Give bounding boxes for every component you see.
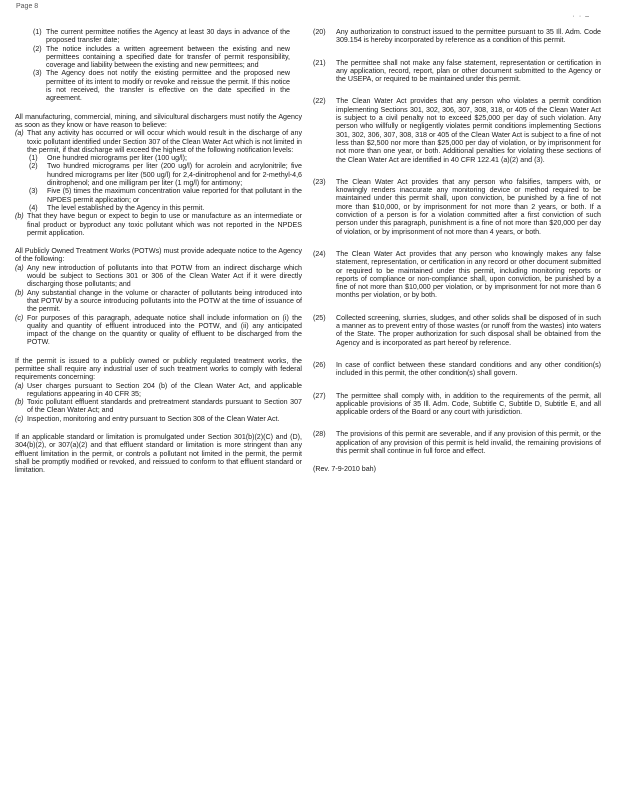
item-text: Toxic pollutant effluent standards and pretreatment standards pursuant to Section 307 of the Clean Water Act; and [27,398,302,415]
list-item [15,415,302,423]
item-text: User charges pursuant to Section 204 (b) of the Clean Water Act, and applicable regulations appearing in 40 CFR 35; [27,381,302,398]
transfer-conditions-list [15,28,302,103]
list-item [29,187,302,204]
condition-number: (27) [313,391,326,400]
item-text: Two hundred micrograms per liter (200 ug/l) for acrolein and acrylonitrile; five hundred micrograms per liter (500 ug/l) for 2,4-dinitrophenol and for 2-methyl-4,6 dinitrophenol; and one milligram per liter (1 mg/l) for antimony; [47,162,302,188]
condition-item [313,361,601,378]
condition-number: (21) [313,58,326,67]
item-number: (a) [15,263,24,272]
condition-number: (24) [313,249,326,258]
item-text: That they have begun or expect to begin to use or manufacture as an intermediate or final product or byproduct any toxic pollutant which was not reported in the NPDES permit application. [27,212,302,237]
item-text: The notice includes a written agreement between the existing and new permittees containing a specified date for transfer of permit responsibility, coverage and liability between the existing and new permittees; and [46,44,290,70]
condition-number: (20) [313,28,326,36]
condition-item [313,250,601,300]
condition-item [313,178,601,236]
item-text: The level established by the Agency in this permit. [47,203,205,212]
list-item [15,382,302,399]
list-item [33,69,290,102]
item-text: The current permittee notifies the Agency at least 30 days in advance of the proposed transfer date; [46,28,290,45]
condition-item [313,392,601,417]
item-text: Five (5) times the maximum concentration value reported for that pollutant in the NPDES permit application; or [47,187,302,204]
item-text: The Agency does not notify the existing permittee and the proposed new permittee of its intent to modify or revoke and reissue the permit. If this notice is not received, the transfer is effective on the date specified in the agreement. [46,69,290,103]
condition-item [313,28,601,45]
condition-number: (25) [313,313,326,322]
condition-text: Any authorization to construct issued to the permittee pursuant to 35 Ill. Adm. Code 309.154 is hereby incorporated by reference as a condition of this permit. [336,28,601,45]
condition-number: (26) [313,360,326,369]
item-number: (4) [29,203,38,212]
item-number: (3) [33,69,42,78]
condition-number: (28) [313,430,326,439]
item-text: Inspection, monitoring and entry pursuant to Section 308 of the Clean Water Act. [27,414,280,423]
condition-text: In case of conflict between these standard conditions and any other condition(s) included in this permit, the other condition(s) shall govern. [336,360,601,378]
condition-item [313,97,601,163]
item-text: Any substantial change in the volume or character of pollutants being introduced into that POTW by a source introducing pollutants into the POTW at the time of issuance of the permit. [27,288,302,314]
manufacturing-intro: All manufacturing, commercial, mining, and silvicultural dischargers must notify the Agency as soon as they know or have reason to believe: [15,112,302,129]
condition-text: The provisions of this permit are severable, and if any provision of this permit, or the application of any provision of this permit is held invalid, the remaining provisions of this permit shall continue in full force and effect. [336,430,601,455]
item-number: (b) [15,288,24,297]
item-number: (b) [15,398,24,407]
left-column [15,28,302,475]
condition-text: The Clean Water Act provides that any person who knowingly makes any false statement, representation, or certification in any record or other document submitted or required to be maintained under this permit, including monitoring reports or reports of compliance or non-compliance shall, upon conviction, be punished by a fine of not more than $10,000 per violation, or by imprisonment for not more than 6 months per violation, or by both. [336,249,601,300]
item-text: Any new introduction of pollutants into that POTW from an indirect discharge which would be subject to Sections 301 or 306 of the Clean Water Act if it were directly discharging those pollutants; and [27,263,302,289]
item-number: (1) [33,28,42,36]
condition-text: The permittee shall comply with, in addition to the requirements of the permit, all applicable provisions of 35 Ill. Adm. Code, Subtitle C, Subtitle D, Subtitle E, and all applicable orders of the Board or any court with jurisdiction. [336,391,601,417]
list-item [29,204,302,212]
list-item [15,289,302,314]
list-item [15,212,302,237]
condition-number: (23) [313,177,326,186]
item-number: (1) [29,154,38,163]
list-item [33,45,290,70]
list-item [15,398,302,415]
condition-item [313,430,601,455]
item-number: (a) [15,129,24,138]
list-item [15,314,302,347]
condition-number: (22) [313,97,326,106]
item-number: (2) [33,44,42,53]
item-number: (a) [15,381,24,390]
item-text: One hundred micrograms per liter (100 ug/l); [47,154,187,163]
condition-text: The Clean Water Act provides that any person who violates a permit condition implementing Sections 301, 302, 306, 307, 308, 318, or 405 of the Clean Water Act is subject to a civil penalty not to exceed $25,000 per day of such violation. Any person who willfully or negligently violates permit conditions implementing Sections 301, 302, 306, 307, 308, 318 or 405 of the Clean Water Act is subject to a fine of not less than $2,500 nor more than $25,000 per day of violation, or by imprisonment for not more than one year, or both. Additional penalties for violating these sections of the Clean Water Act are identified in 40 CFR 122.41 (a)(2) and (3). [336,97,601,164]
condition-text: The permittee shall not make any false statement, representation or certification in any application, record, report, plan or other document submitted to the Agency or the USEPA, or required to be maintained under this permit. [336,58,601,84]
item-number: (3) [29,187,38,196]
list-item [15,264,302,289]
right-column [313,28,601,474]
potw-intro: All Publicly Owned Treatment Works (POTWs) must provide adequate notice to the Agency of the following: [15,247,302,264]
list-item [15,129,302,154]
condition-item [313,314,601,347]
item-number: (c) [15,414,24,423]
item-text: That any activity has occurred or will occur which would result in the discharge of any toxic pollutant identified under Section 307 of the Clean Water Act which is not limited in the permit, if that discharge will exceed the highest of the following notification levels: [27,129,302,154]
condition-text: The Clean Water Act provides that any person who falsifies, tampers with, or knowingly renders inaccurate any monitoring device or method required to be maintained under this permit shall, upon conviction, be punished by a fine of not more than $10,000, or by imprisonment for not more than 2 years, or both. If a conviction of a person is for a violation committed after a first conviction of such person under this paragraph, punishment is a fine of not more than $20,000 per day of violation, or by imprisonment of not more than 4 years, or both. [336,177,601,236]
page-number-label: Page 8 [16,3,39,10]
list-item [29,162,302,187]
item-number: (c) [15,313,24,322]
revision-note: (Rev. 7-9-2010 bah) [313,465,376,474]
list-item [33,28,290,45]
corner-mark: · · – [572,13,590,20]
condition-item [313,59,601,84]
list-item [29,154,302,162]
item-text: For purposes of this paragraph, adequate notice shall include information on (i) the quality and quantity of effluent introduced into the POTW, and (ii) any anticipated impact of the change on the quantity or quality of effluent to be discharged from the POTW. [27,313,302,347]
notification-levels-list [29,154,302,212]
pretreatment-intro: If the permit is issued to a publicly owned or publicly regulated treatment works, the permittee shall require any industrial user of such treatment works to comply with federal requirements concerning: [15,356,302,382]
condition-text: Collected screening, slurries, sludges, and other solids shall be disposed of in such a manner as to prevent entry of those wastes (or runoff from the wastes) into waters of the State. The proper authorization for such disposal shall be obtained from the Agency and is incorporated as part hereof by reference. [336,313,601,347]
item-number: (b) [15,212,24,221]
item-number: (2) [29,162,38,171]
effluent-standard-paragraph: If an applicable standard or limitation is promulgated under Section 301(b)(2)(C) and (D), 304(b)(2), or 307(a)(2) and that effluent standard or limitation is more stringent than any effluent limitation in the permit, or controls a pollutant not limited in the permit, the permit shall be promptly modified or revoked, and reissued to conform to that effluent standard or limitation. [15,433,302,475]
